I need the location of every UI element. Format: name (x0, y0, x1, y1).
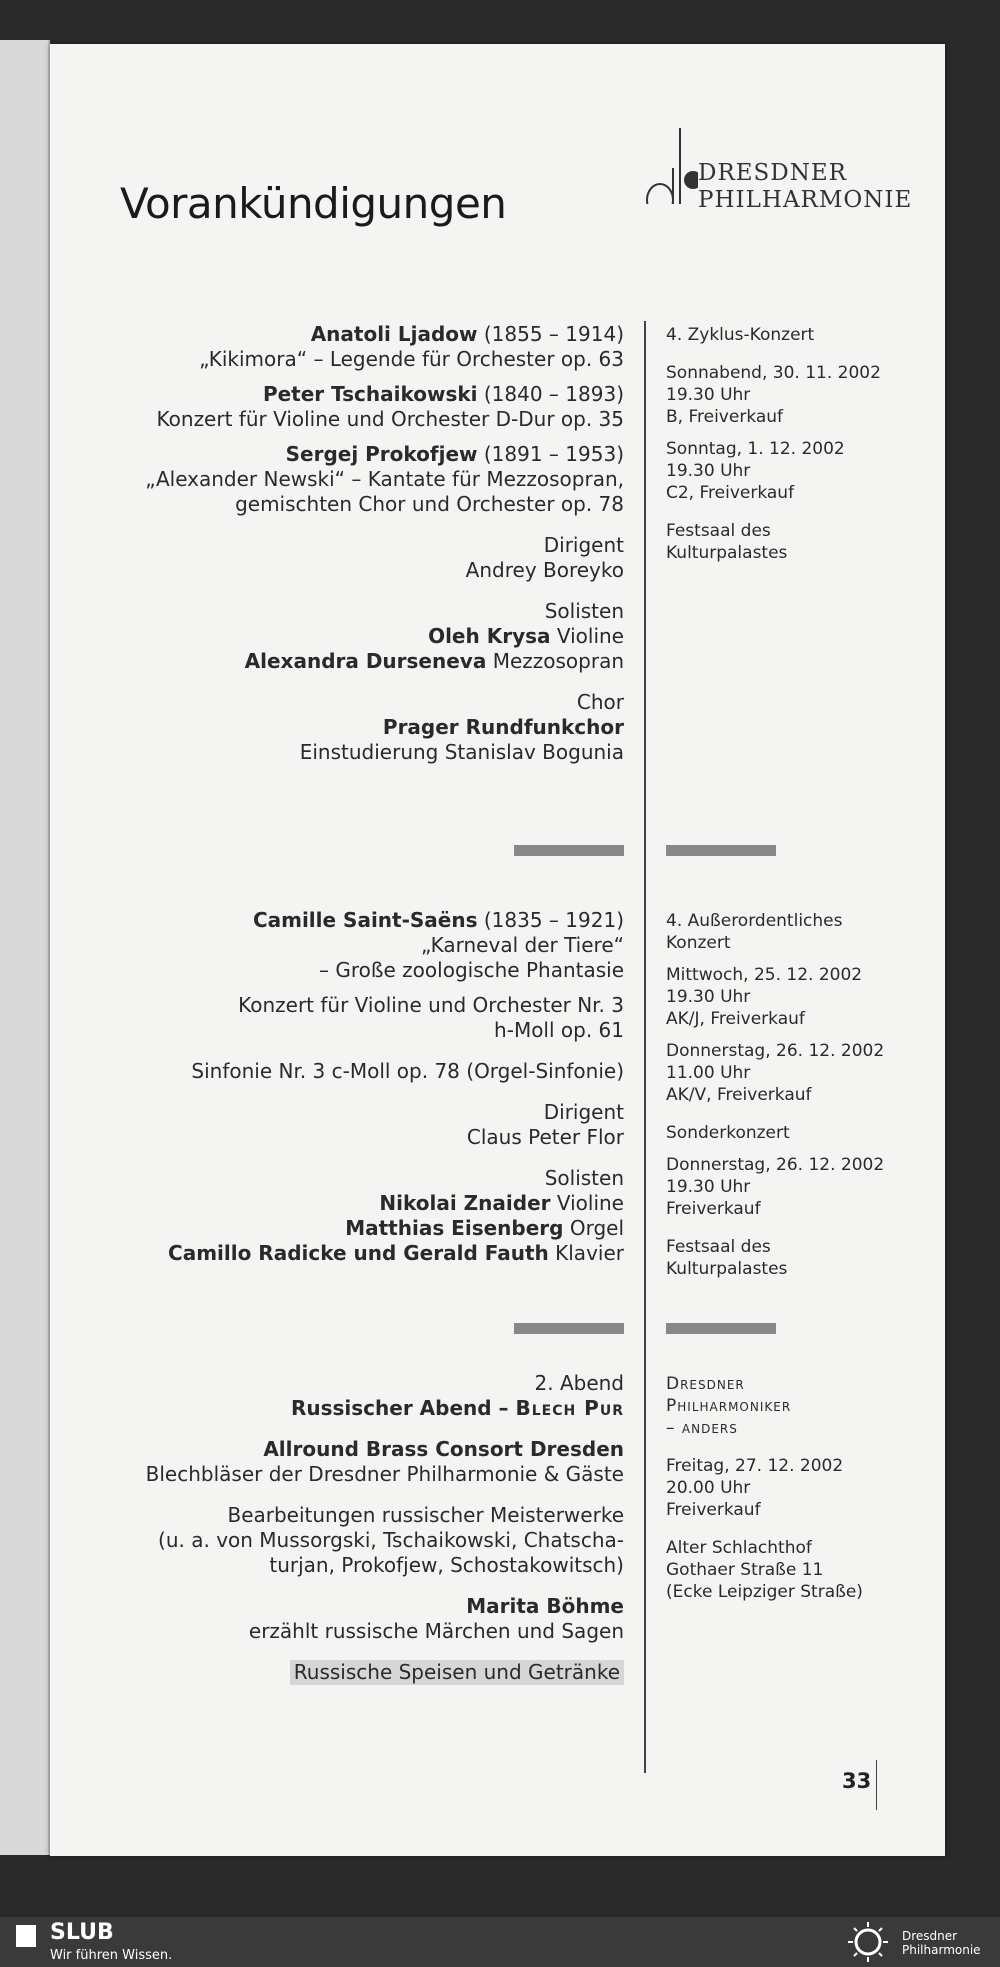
ensemble-description: Blechbläser der Dresdner Philharmonie & Gäste (145, 1462, 624, 1486)
soloist-name: Oleh Krysa (428, 624, 551, 648)
dp-footer-line-1: Dresdner (902, 1929, 958, 1943)
sunburst-logo-icon (842, 1920, 894, 1964)
concert2-details (666, 910, 906, 1280)
work-title: „Alexander Newski“ – Kantate für Mezzosopran, (145, 467, 624, 491)
series-name: – anders (666, 1418, 738, 1438)
dp-logo-icon (598, 84, 698, 204)
concert-series: Konzert (666, 933, 731, 953)
composer-years: (1840 – 1893) (477, 382, 624, 406)
conductor-label: Dirigent (543, 1100, 624, 1124)
logo-line-2: PHILHARMONIE (698, 187, 913, 213)
dresdner-philharmonie-logo (598, 84, 928, 213)
concert-time: 11.00 Uhr (666, 1063, 751, 1083)
program-description: (u. a. von Mussorgski, Tschaikowski, Chatscha- (158, 1528, 624, 1552)
concert-date: Mittwoch, 25. 12. 2002 (666, 965, 863, 985)
concert3-details (666, 1373, 906, 1603)
slub-tagline: Wir führen Wissen. (50, 1948, 173, 1963)
soloist-name: Alexandra Durseneva (244, 649, 487, 673)
column-divider (644, 321, 646, 1773)
page-title: Vorankündigungen (120, 179, 507, 228)
narrator-name: Marita Böhme (466, 1594, 624, 1618)
ensemble-name: Allround Brass Consort Dresden (263, 1437, 624, 1461)
work-title: – Große zoologische Phantasie (319, 958, 624, 982)
soloist-name: Nikolai Znaider (379, 1191, 551, 1215)
ticket-info: Freiverkauf (666, 1199, 761, 1219)
dp-footer-text (902, 1929, 981, 1957)
concert-date: Sonntag, 1. 12. 2002 (666, 439, 845, 459)
event-title: Russischer Abend – (290, 1396, 516, 1420)
ticket-info: AK/V, Freiverkauf (666, 1085, 812, 1105)
concert-time: 19.30 Uhr (666, 461, 751, 481)
adjacent-page-edge (0, 40, 50, 1855)
program-description: turjan, Prokofjew, Schostakowitsch) (269, 1553, 624, 1577)
concert-date: Freitag, 27. 12. 2002 (666, 1456, 844, 1476)
concert-date: Donnerstag, 26. 12. 2002 (666, 1041, 885, 1061)
concert-series: 4. Außerordentliches (666, 911, 843, 931)
soloist-instrument: Klavier (548, 1241, 624, 1265)
concert1-program (50, 322, 624, 765)
section-separator (666, 845, 776, 856)
series-name: Philharmoniker (666, 1396, 792, 1416)
ticket-info: Freiverkauf (666, 1500, 761, 1520)
narrator-description: erzählt russische Märchen und Sagen (248, 1619, 624, 1643)
series-name: Dresdner (666, 1374, 745, 1394)
conductor-label: Dirigent (543, 533, 624, 557)
page-number-rule (876, 1760, 877, 1810)
concert-time: 19.30 Uhr (666, 987, 751, 1007)
venue: Alter Schlachthof (666, 1538, 812, 1558)
section-separator (666, 1323, 776, 1334)
ticket-info: B, Freiverkauf (666, 407, 784, 427)
work-title: gemischten Chor und Orchester op. 78 (235, 492, 624, 516)
slub-name: SLUB (50, 1920, 114, 1945)
ticket-info: C2, Freiverkauf (666, 483, 795, 503)
soloist-name: Camillo Radicke und Gerald Fauth (168, 1241, 549, 1265)
document-page (50, 44, 945, 1856)
composer-years: (1835 – 1921) (477, 908, 624, 932)
conductor-name: Andrey Boreyko (465, 558, 624, 582)
soloists-label: Solisten (544, 599, 624, 623)
slub-logo-icon (16, 1925, 36, 1947)
concert-time: 19.30 Uhr (666, 385, 751, 405)
concert2-program (50, 908, 624, 1266)
event-number: 2. Abend (534, 1371, 624, 1395)
work-title: Sinfonie Nr. 3 c-Moll op. 78 (Orgel-Sinfonie) (191, 1059, 624, 1083)
choir-name: Prager Rundfunkchor (382, 715, 624, 739)
composer-name: Camille Saint-Saëns (252, 908, 478, 932)
choir-label: Chor (576, 690, 624, 714)
work-title: h-Moll op. 61 (494, 1018, 624, 1042)
logo-line-1: DRESDNER (698, 160, 847, 186)
dp-footer-line-2: Philharmonie (902, 1943, 981, 1957)
event-title-highlight: Blech Pur (515, 1396, 624, 1420)
work-title: Konzert für Violine und Orchester D-Dur op. 35 (156, 407, 624, 431)
venue: Kulturpalastes (666, 1259, 788, 1279)
page-number: 33 (842, 1769, 872, 1793)
venue: Festsaal des (666, 521, 771, 541)
composer-name: Peter Tschaikowski (262, 382, 478, 406)
ticket-info: AK/J, Freiverkauf (666, 1009, 805, 1029)
concert3-program (50, 1371, 624, 1685)
venue: Kulturpalastes (666, 543, 788, 563)
concert-date: Donnerstag, 26. 12. 2002 (666, 1155, 885, 1175)
composer-name: Sergej Prokofjew (285, 442, 478, 466)
concert-time: 20.00 Uhr (666, 1478, 751, 1498)
concert-time: 19.30 Uhr (666, 1177, 751, 1197)
concert-series: Sonderkonzert (666, 1123, 790, 1143)
soloist-instrument: Mezzosopran (486, 649, 624, 673)
work-title: Konzert für Violine und Orchester Nr. 3 (238, 993, 624, 1017)
venue: Festsaal des (666, 1237, 771, 1257)
work-title: „Kikimora“ – Legende für Orchester op. 63 (199, 347, 624, 371)
soloist-instrument: Violine (550, 624, 624, 648)
venue-address: (Ecke Leipziger Straße) (666, 1582, 863, 1602)
program-description: Bearbeitungen russischer Meisterwerke (227, 1503, 624, 1527)
soloist-instrument: Orgel (563, 1216, 624, 1240)
concert1-details (666, 324, 906, 564)
soloist-instrument: Violine (550, 1191, 624, 1215)
choir-director: Einstudierung Stanislav Bogunia (299, 740, 624, 764)
section-separator (514, 1323, 624, 1334)
work-title: „Karneval der Tiere“ (420, 933, 624, 957)
section-separator (514, 845, 624, 856)
composer-years: (1891 – 1953) (477, 442, 624, 466)
composer-years: (1855 – 1914) (477, 322, 624, 346)
footer-bar (0, 1917, 1000, 1967)
catering-note: Russische Speisen und Getränke (290, 1660, 624, 1685)
composer-name: Anatoli Ljadow (310, 322, 478, 346)
venue-address: Gothaer Straße 11 (666, 1560, 824, 1580)
conductor-name: Claus Peter Flor (466, 1125, 624, 1149)
soloist-name: Matthias Eisenberg (345, 1216, 564, 1240)
soloists-label: Solisten (544, 1166, 624, 1190)
concert-series: 4. Zyklus-Konzert (666, 325, 815, 345)
concert-date: Sonnabend, 30. 11. 2002 (666, 363, 881, 383)
